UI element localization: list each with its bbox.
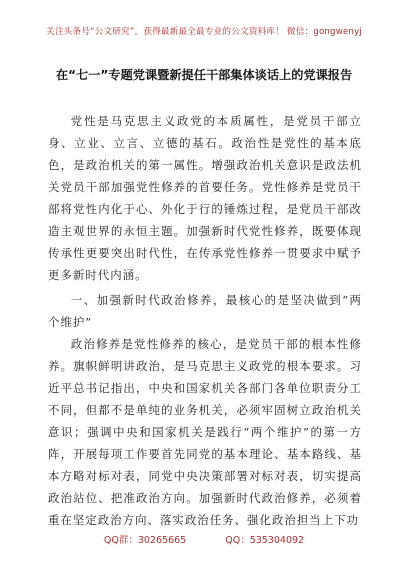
paragraph-intro: 党性是马克思主义政党的本质属性，是党员干部立身、立业、立言、立德的基石。政治性是党性的基本底色，是政治机关的第一属性。增强政治机关意识是政法机关党员干部加强党性修养的首要任务。党性修养是党员干部将党性内化于心、外化于行的锤炼过程，是党员干部改造主观世界的永恒主题。加强新时代党性修养，既要体现传承性更要突出时代性，在传承党性修养一贯要求中赋予更多新时代内涵。 bbox=[48, 114, 362, 282]
footer-qq: QQ：535304092 bbox=[225, 535, 305, 546]
document-title: 在“七一”专题党课暨新提任干部集体谈话上的党课报告 bbox=[55, 68, 353, 82]
footer-contact bbox=[0, 532, 408, 546]
document-body bbox=[48, 110, 362, 531]
section-heading-1: 一、加强新时代政治修养，最核心的是坚决做到“两个维护” bbox=[48, 293, 362, 329]
paragraph-political: 政治修养是党性修养的核心，是党员干部的根本性修养。旗帜鲜明讲政治，是马克思主义政党的根本要求。习近平总书记指出，中央和国家机关各部门各单位职责分工不同，但都不是单纯的业务机关，必须牢固树立政治机关意识；强调中央和国家机关是践行“两个维护”的第一方阵，开展每项工作要首先同党的基本理论、基本路线、基本方略对标对表，同党中央决策部署对标对表，切实提高政治站位、把准政治方向。加强新时代政治修养，必须着重在坚定政治方向、落实政治任务、强化政治担当上下功 bbox=[48, 337, 362, 527]
footer-qq-group: QQ群：30265665 bbox=[103, 535, 187, 546]
header-banner: 关注头条号“公文研究”，获得最新最全最专业的公文资料库！ 微信：gongwenyj bbox=[46, 27, 362, 37]
